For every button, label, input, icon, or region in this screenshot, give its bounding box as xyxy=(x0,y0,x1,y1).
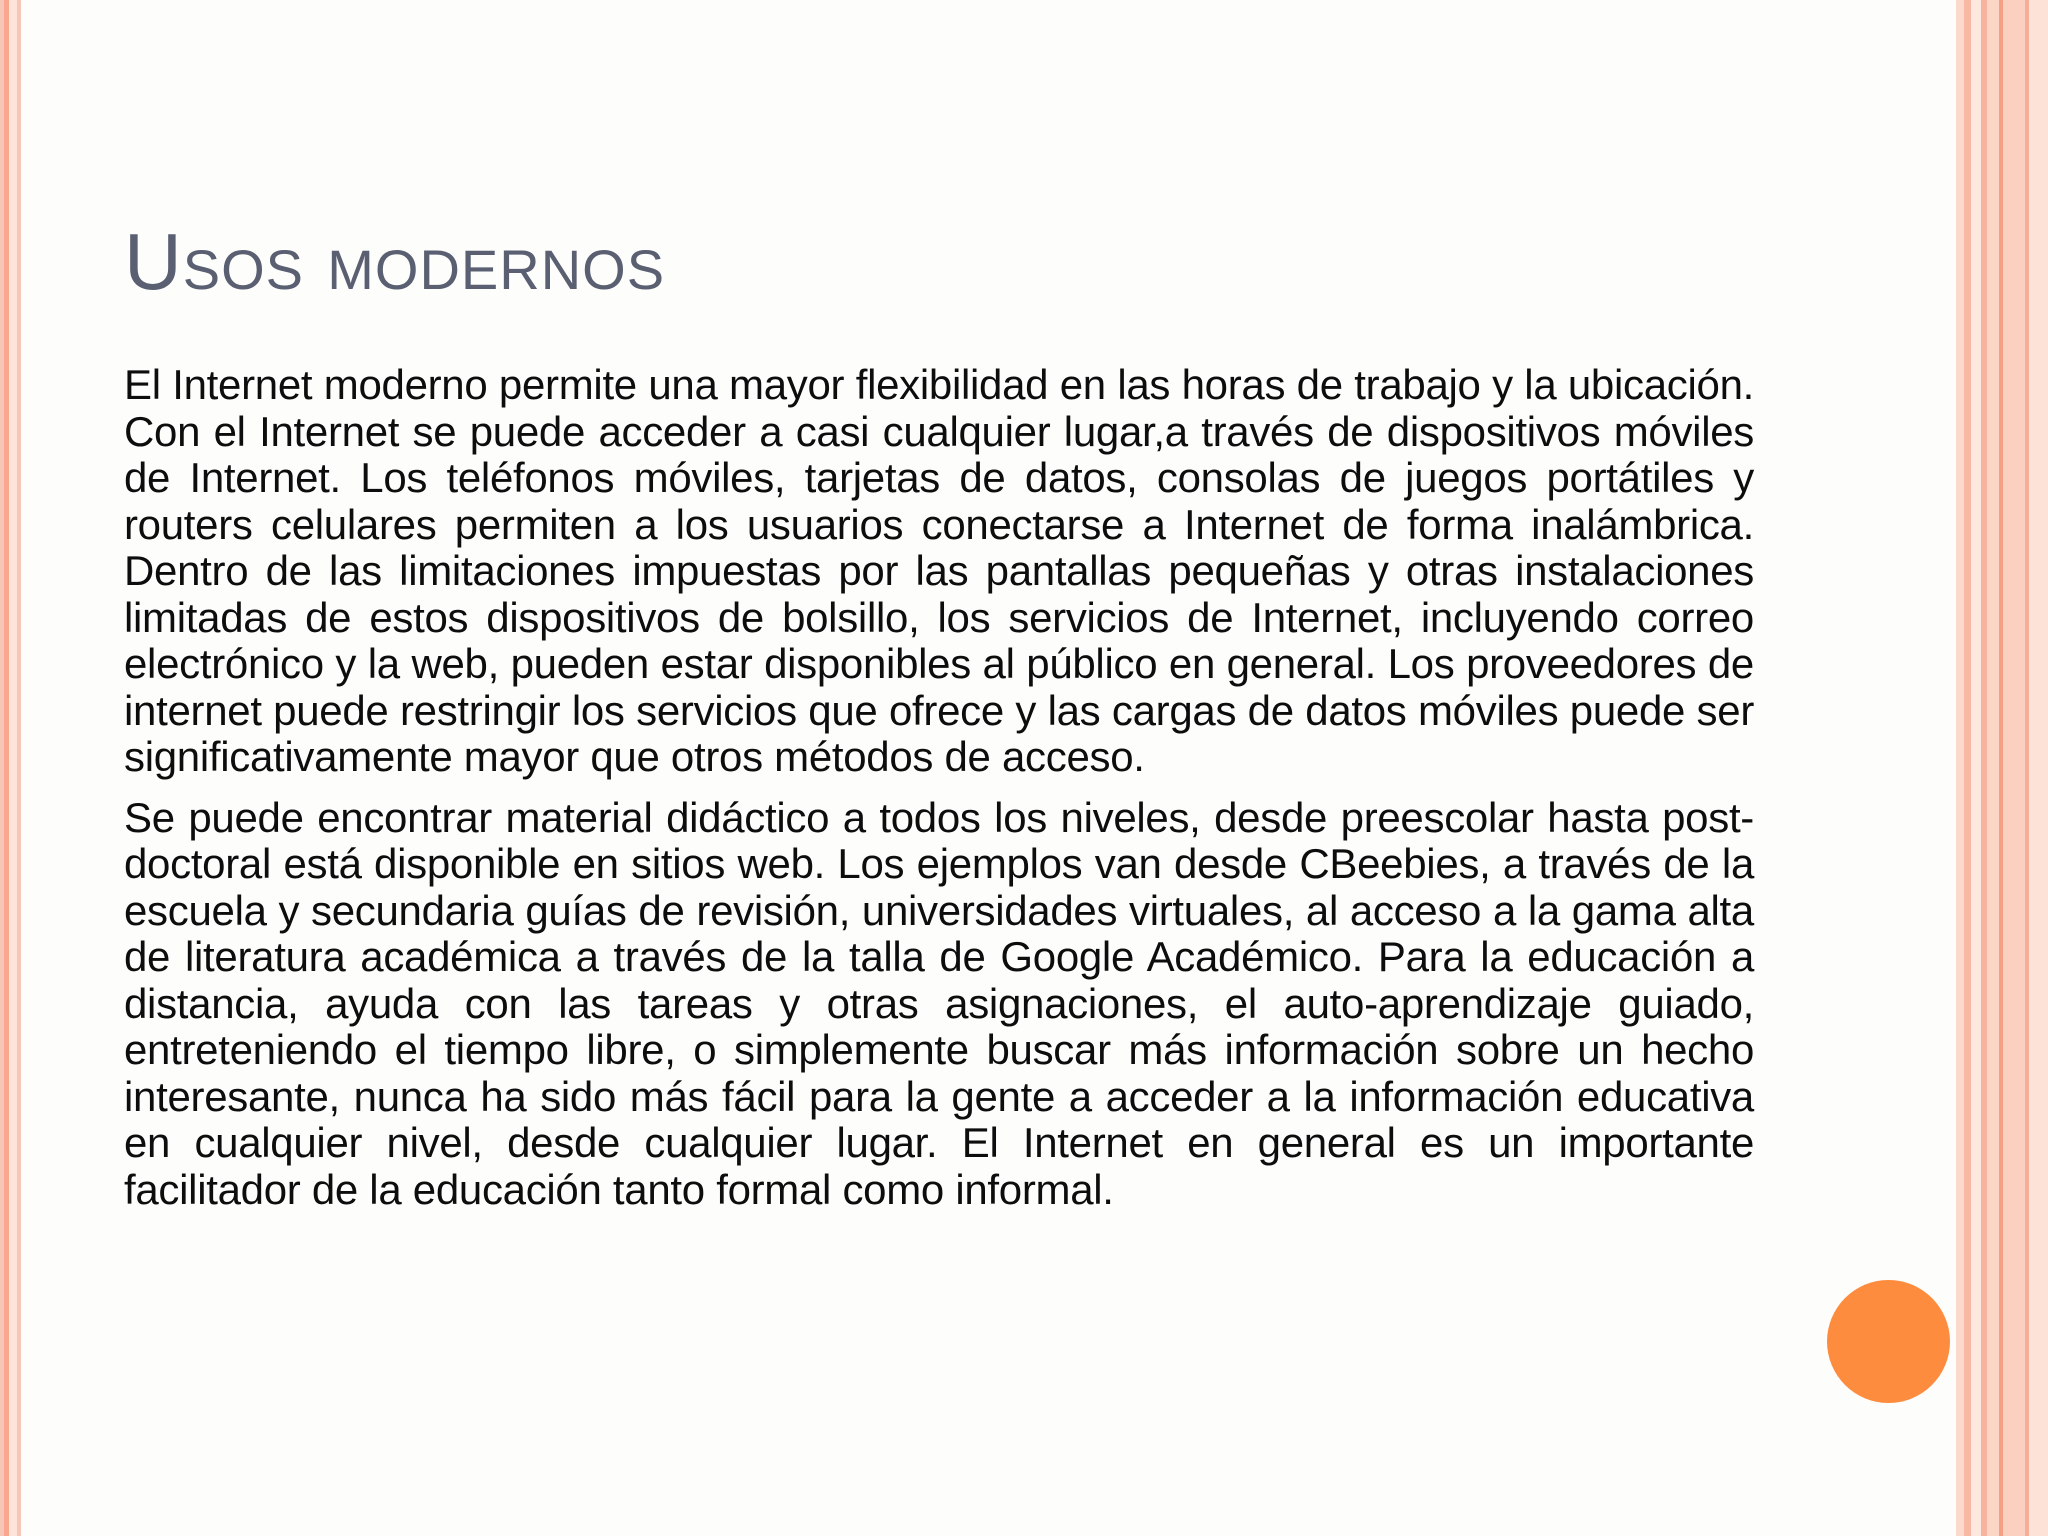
body-paragraph: El Internet moderno permite una mayor flexibilidad en las horas de trabajo y la ubicación. Con el Internet se puede acceder a casi cualquier lugar,a través de dispositivos móviles de Internet. Los teléfonos móviles, tarjetas de datos, consolas de juegos portátiles y routers celulares permiten a los usuarios conectarse a Internet de forma inalámbrica. Dentro de las limitaciones impuestas por las pantallas pequeñas y otras instalaciones limitadas de estos dispositivos de bolsillo, los servicios de Internet, incluyendo correo electrónico y la web, pueden estar disponibles al público en general. Los proveedores de internet puede restringir los servicios que ofrece y las cargas de datos móviles puede ser significativamente mayor que otros métodos de acceso. xyxy=(124,361,1754,780)
body-paragraph: Se puede encontrar material didáctico a todos los niveles, desde preescolar hasta post-doctoral está disponible en sitios web. Los ejemplos van desde CBeebies, a través de la escuela y secundaria guías de revisión, universidades virtuales, al acceso a la gama alta de literatura académica a través de la talla de Google Académico. Para la educación a distancia, ayuda con las tareas y otras asignaciones, el auto-aprendizaje guiado, entreteniendo el tiempo libre, o simplemente buscar más información sobre un hecho interesante, nunca ha sido más fácil para la gente a acceder a la información educativa en cualquier nivel, desde cualquier lugar. El Internet en general es un importante facilitador de la educación tanto formal como informal. xyxy=(124,793,1754,1213)
decorative-circle xyxy=(1827,1280,1950,1403)
right-border-stripe xyxy=(1987,0,1999,1536)
right-border-stripe xyxy=(2029,0,2048,1536)
slide-body xyxy=(124,362,1754,1227)
right-border-stripe xyxy=(2003,0,2025,1536)
right-border-stripe xyxy=(1964,0,1971,1536)
right-border-stripe xyxy=(1971,0,1981,1536)
slide-title: Usos modernos xyxy=(124,217,666,306)
left-border-stripe xyxy=(17,0,21,1536)
left-border-stripe xyxy=(9,0,17,1536)
right-border-stripe xyxy=(1956,0,1964,1536)
